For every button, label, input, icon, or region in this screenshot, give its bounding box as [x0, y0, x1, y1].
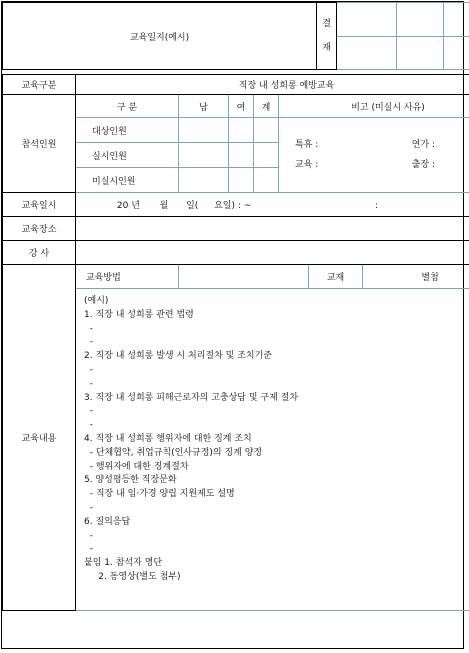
training-label: 교육 : [295, 160, 319, 170]
approval-box-2-top[interactable] [397, 3, 444, 37]
content-line: 붙임 1. 참석자 명단 [84, 558, 163, 569]
attendance-male-header: 남 [179, 95, 229, 118]
content-line: - [84, 406, 93, 417]
content-line: - 행위자에 대한 징계절차 [84, 461, 189, 472]
approval-label [317, 3, 337, 70]
category-label: 교육구분 [3, 75, 76, 95]
approval-box-2-sign[interactable] [397, 36, 444, 70]
content-line: 2. 동영상(별도 첨부) [84, 571, 181, 582]
content-line: - 직장 내 임·가경 양립 지원제도 설명 [84, 489, 235, 500]
content-line: 2. 직장 내 성희롱 발생 시 처리절차 및 조치기준 [84, 351, 272, 362]
absent-female-cell[interactable] [229, 168, 254, 193]
content-line: 4. 직장 내 성희롱 행위자에 대한 징계 조치 [84, 433, 252, 444]
content-line: 6. 질의응답 [84, 516, 131, 527]
content-line: - 단체협약, 취업규칙(인사규정)의 징계 양정 [84, 447, 263, 458]
form-title: 교육일지(예시) [3, 3, 317, 70]
content-line: - [84, 378, 93, 389]
content-line: - [84, 530, 93, 541]
attendance-female-header: 여 [229, 95, 254, 118]
target-male-cell[interactable] [179, 118, 229, 143]
date-weekday: 요일) : ~ [214, 201, 252, 211]
place-label: 교육장소 [3, 217, 76, 241]
attendance-row-actual: 실시인원 [76, 143, 179, 168]
datetime-label: 교육일시 [3, 193, 76, 217]
approval-box-3-top[interactable] [444, 3, 469, 37]
business-trip-label: 출장 : [411, 160, 435, 170]
content-line: 1. 직장 내 성희롱 관련 법령 [84, 309, 194, 320]
material-value: 별첨 [363, 265, 469, 289]
attendance-remarks-header: 비고 (미실시 사유) [279, 95, 469, 118]
absent-total-cell[interactable] [254, 168, 279, 193]
actual-male-cell[interactable] [179, 143, 229, 168]
material-label: 교재 [309, 265, 363, 289]
approval-box-3-sign[interactable] [444, 36, 469, 70]
attendance-remarks-cell[interactable] [279, 118, 469, 193]
attendance-row-absent: 미실시인원 [76, 168, 179, 193]
actual-total-cell[interactable] [254, 143, 279, 168]
date-separator: : [375, 201, 379, 211]
attendees-label: 참석인원 [3, 95, 76, 193]
approval-box-1-sign[interactable] [337, 36, 397, 70]
content-lines [84, 295, 469, 585]
attendance-total-header: 계 [254, 95, 279, 118]
approval-label-2: 재 [322, 43, 331, 53]
annual-leave-label: 연가 : [411, 140, 435, 150]
content-line: - [84, 337, 93, 348]
content-line: 3. 직장 내 성희롱 피해근로자의 고충상담 및 구제 절차 [84, 392, 299, 403]
target-female-cell[interactable] [229, 118, 254, 143]
attendance-division-header: 구 분 [76, 95, 179, 118]
content-line: - [84, 420, 93, 431]
form-table [2, 2, 469, 611]
date-month: 월 [159, 201, 169, 211]
place-value[interactable] [76, 217, 469, 241]
datetime-value[interactable] [76, 193, 469, 217]
content-label: 교육내용 [3, 265, 76, 611]
target-total-cell[interactable] [254, 118, 279, 143]
date-year: 20 년 [116, 201, 140, 211]
content-body[interactable] [76, 289, 469, 611]
instructor-value[interactable] [76, 241, 469, 265]
category-value[interactable]: 직장 내 성희롱 예방교육 [76, 75, 469, 95]
remarks-line-1 [295, 135, 435, 155]
attendance-row-target: 대상인원 [76, 118, 179, 143]
content-line: 5. 양성평등한 직장문화 [84, 475, 177, 486]
education-log-form [1, 1, 464, 649]
method-value[interactable] [179, 265, 309, 289]
absent-male-cell[interactable] [179, 168, 229, 193]
content-line: - [84, 544, 93, 555]
approval-label-1: 결 [322, 19, 331, 29]
remarks-line-2 [295, 155, 435, 175]
method-label: 교육방법 [76, 265, 179, 289]
content-line: - [84, 502, 93, 513]
content-line: - [84, 323, 93, 334]
content-line: (예시) [84, 296, 109, 306]
instructor-label: 강 사 [3, 241, 76, 265]
approval-box-1-top[interactable] [337, 3, 397, 37]
date-day: 일( [186, 201, 199, 211]
content-line: - [84, 364, 93, 375]
actual-female-cell[interactable] [229, 143, 254, 168]
duty-leave-label: 특휴 : [295, 140, 319, 150]
